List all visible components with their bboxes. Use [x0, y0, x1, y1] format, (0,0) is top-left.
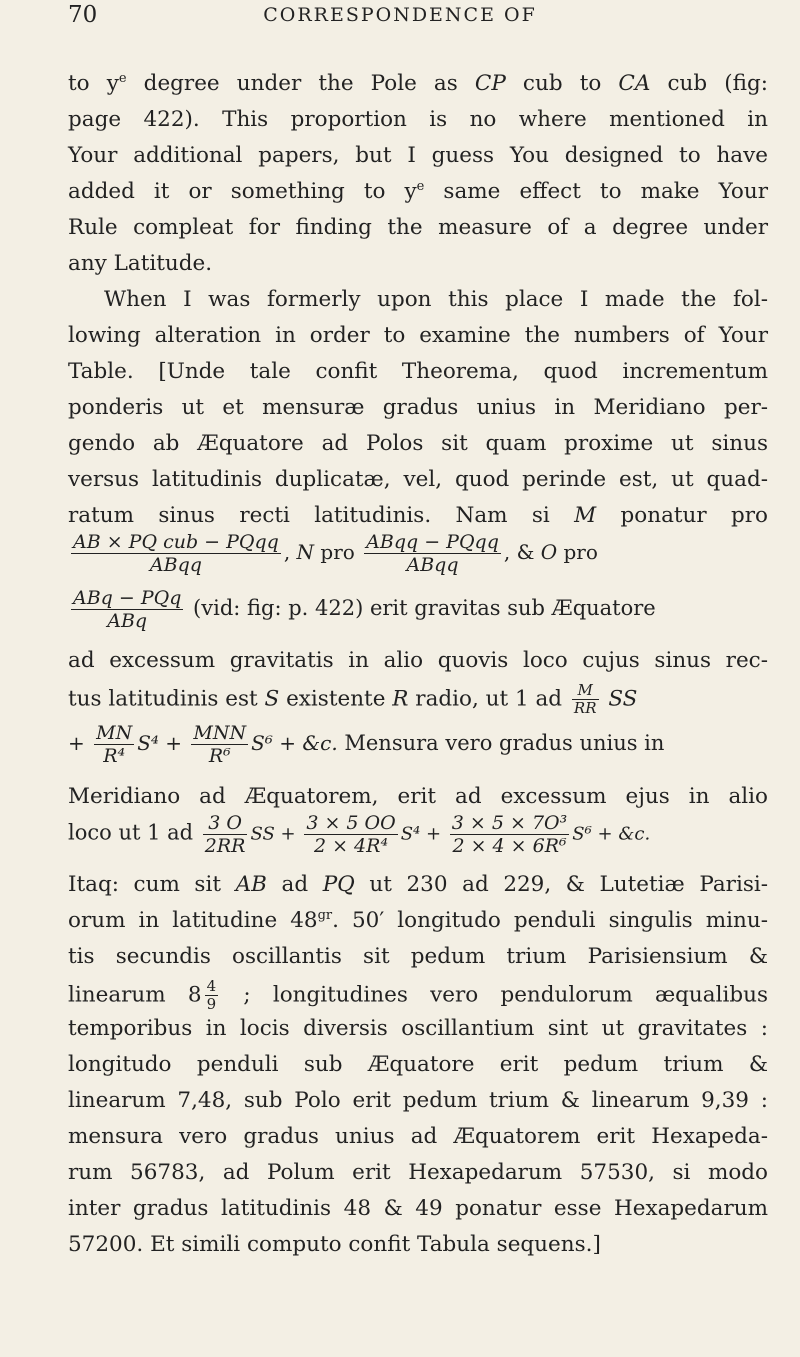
text-line: linearum 8 $\frac{4}{9}$ ; longitudines vero pendulorum æqualibus — [68, 977, 768, 1013]
text-line: ad excessum gravitatis in alio quovis loco cujus sinus rec- — [68, 648, 768, 673]
text-line: 57200. Et simili computo confit Tabula sequens.] — [68, 1232, 601, 1257]
text-line: rum 56783, ad Polum erit Hexapedarum 57530, si modo — [68, 1160, 768, 1185]
text-line: tus latitudinis est S existente R radio, ut 1 ad $\frac{M}{RR}$ SS — [68, 681, 638, 717]
page-header — [0, 0, 800, 40]
text-line: to $y^e$ degree under the Pole as CP cub to CA cub (fig: — [68, 71, 768, 96]
fraction: $\frac{\text{ABqq − PQqq}}{\text{ABqq}}$ — [366, 531, 499, 576]
text-line: tis secundis oscillantis sit pedum trium Parisiensium & — [68, 944, 768, 969]
text-line: gendo ab Æquatore ad Polos sit quam proxime ut sinus — [68, 431, 768, 456]
fraction: $\frac{MN}{\text{R⁴}}$ — [96, 722, 133, 767]
fraction: $\frac{\text{ABq − PQq}}{\text{ABq}}$ — [73, 587, 182, 632]
text-line: versus latitudinis duplicatæ, vel, quod perinde est, ut quad- — [68, 467, 768, 492]
formula-line: $\frac{\text{AB × PQ cub − PQqq}}{\text{ABqq}}$ , N pro $\frac{\text{ABqq − PQqq}}{\text{ABqq}}$ , & O pro — [73, 531, 598, 576]
text-line: any Latitude. — [68, 251, 213, 276]
fraction: $\frac{\text{3 × 5 × 7O³}}{\text{2 × 4 × 6R⁶}}$ — [451, 812, 568, 857]
text-line: longitudo penduli sub Æquatore erit pedum trium & — [68, 1052, 768, 1077]
text-line: lowing alteration in order to examine the numbers of Your — [68, 323, 768, 348]
text-line: ratum sinus recti latitudinis. Nam si M ponatur pro — [68, 503, 769, 528]
text-line: page 422). This proportion is no where mentioned in — [68, 107, 768, 132]
text-line: ponderis ut et mensuræ gradus unius in Meridiano per- — [68, 395, 768, 420]
fraction: $\frac{3 O}{2RR}$ — [204, 812, 246, 857]
text-line: temporibus in locis diversis oscillantium sint ut gravitates : — [68, 1016, 768, 1041]
text-line: Your additional papers, but I guess You designed to have — [68, 143, 768, 168]
page-number: 70 — [68, 2, 98, 28]
text-line: linearum 7,48, sub Polo erit pedum trium & linearum 9,39 : — [68, 1088, 768, 1113]
text-line: Rule compleat for finding the measure of a degree under — [68, 215, 768, 240]
running-head: CORRESPONDENCE OF — [263, 4, 537, 26]
text-line: mensura vero gradus unius ad Æquatorem erit Hexapeda- — [68, 1124, 768, 1149]
text-line: When I was formerly upon this place I made the fol- — [104, 287, 768, 312]
text-line: Meridiano ad Æquatorem, erit ad excessum ejus in alio — [68, 784, 768, 809]
fraction: $\frac{\text{MNN}}{\text{R⁶}}$ — [193, 722, 247, 767]
text-line: Table. [Unde tale confit Theorema, quod incrementum — [68, 359, 768, 384]
formula-line: + $\frac{MN}{\text{R⁴}}$ S⁴ + $\frac{\text{MNN}}{\text{R⁶}}$ S⁶ + &c. Mensura vero gradus unius in — [68, 722, 665, 767]
formula-line: loco ut 1 ad $\frac{3 O}{2RR}$ SS + $\frac{3 \times 5 OO}{\text{2 × 4R⁴}}$ S⁴ + $\frac{\text{3 × 5 × 7O³}}{\text{2 × 4 × 6R⁶}}$ S⁶ + &c. — [68, 812, 651, 857]
text-line: inter gradus latitudinis 48 & 49 ponatur esse Hexapedarum — [68, 1196, 768, 1221]
text-line: added it or something to $y^e$ same effect to make Your — [68, 179, 768, 204]
text-line: Itaq: cum sit AB ad PQ ut 230 ad 229, & Lutetiæ Parisi- — [68, 872, 768, 897]
formula-line: $\frac{\text{ABq − PQq}}{\text{ABq}}$ (vid: fig: p. 422) erit gravitas sub Æquatore — [73, 587, 656, 632]
fraction: $\frac{\text{AB × PQ cub − PQqq}}{\text{ABqq}}$ — [73, 531, 279, 576]
fraction: $\frac{3 \times 5 OO}{\text{2 × 4R⁴}}$ — [306, 812, 396, 857]
fraction: $\frac{4}{9}$ — [206, 977, 217, 1013]
text-line: orum in latitudine $48^{gr}$. 50′ longitudo penduli singulis minu- — [68, 908, 768, 933]
fraction: $\frac{M}{RR}$ — [573, 681, 597, 717]
